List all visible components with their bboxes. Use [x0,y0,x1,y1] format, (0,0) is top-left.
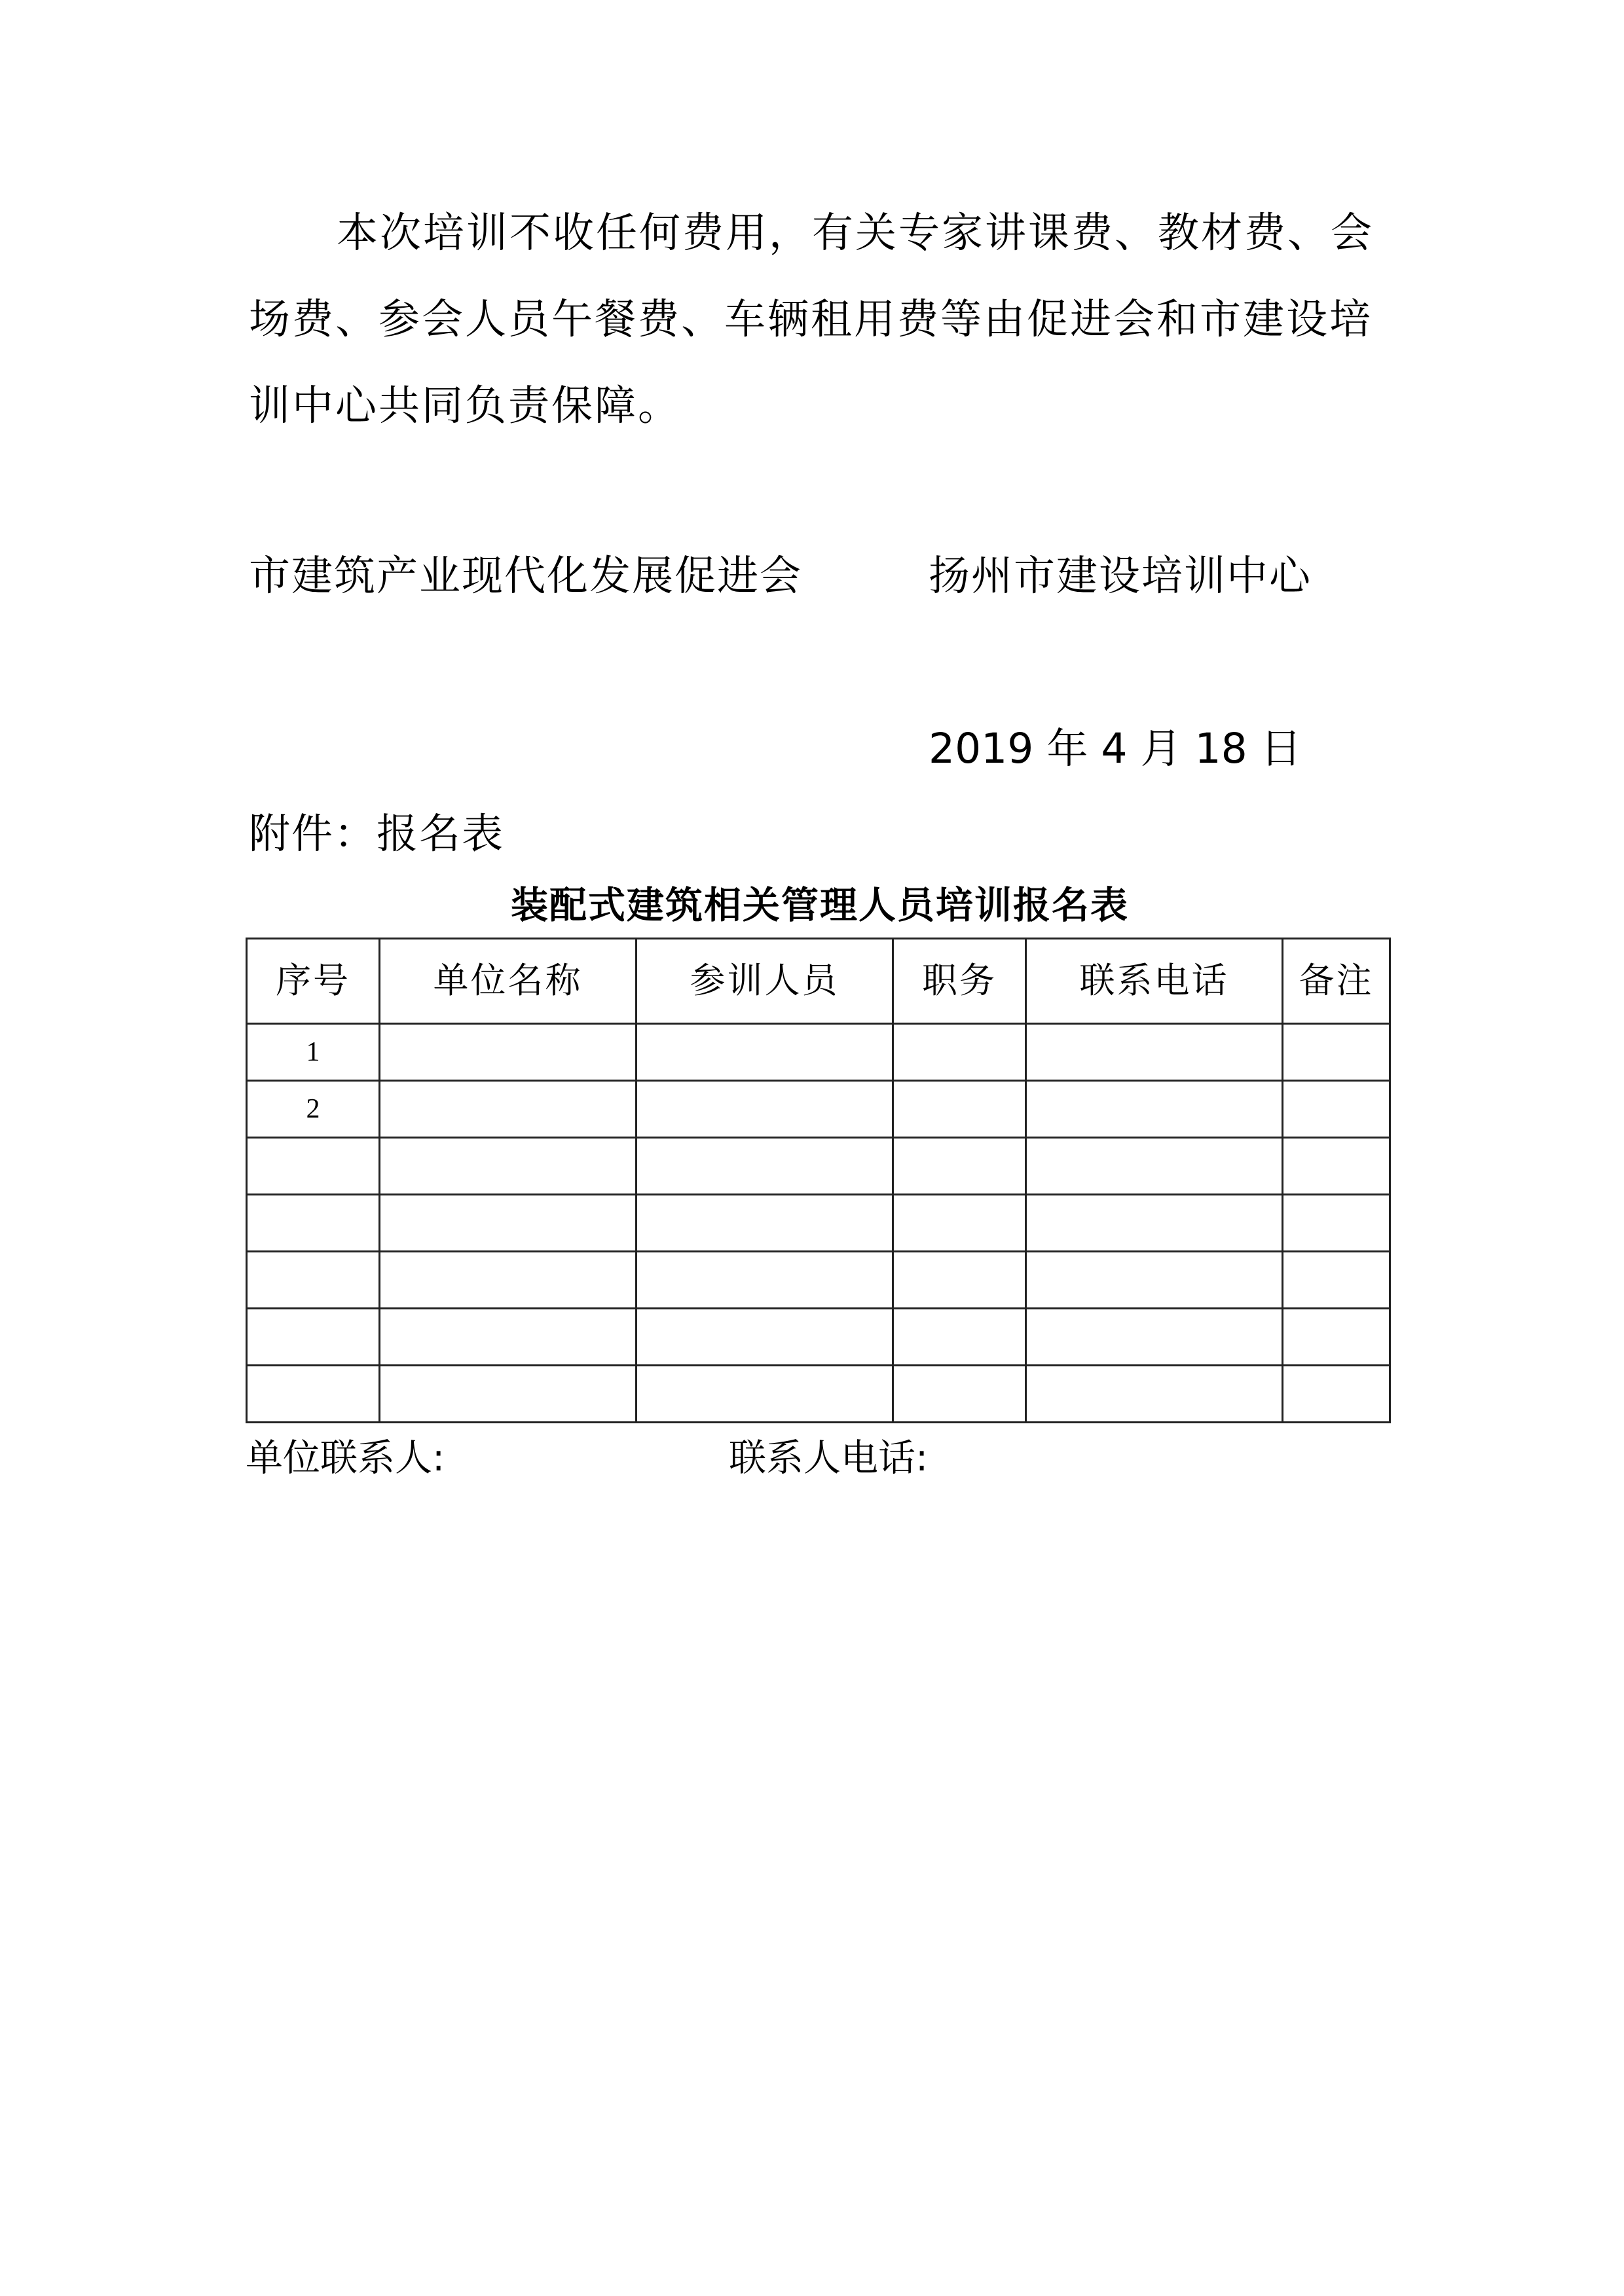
table-header-row [247,939,1390,1024]
table-cell-unit-name[interactable] [380,1366,637,1423]
table-cell-position[interactable] [893,1024,1026,1081]
table-cell-position[interactable] [893,1366,1026,1423]
table-cell-unit-name[interactable] [380,1195,637,1252]
attachment-label: 附件：报名表 [249,810,504,858]
table-cell-phone[interactable] [1026,1138,1283,1195]
table-cell-unit-name[interactable] [380,1252,637,1309]
table-cell-trainee[interactable] [637,1195,893,1252]
table-cell-phone[interactable] [1026,1252,1283,1309]
table-row [247,1024,1390,1081]
header-cell-trainee: 参训人员 [637,939,893,1024]
table-cell-index[interactable] [247,1138,380,1195]
table-cell-trainee[interactable] [637,1309,893,1366]
table-cell-remarks[interactable] [1283,1081,1390,1138]
table-cell-phone[interactable] [1026,1195,1283,1252]
table-cell-unit-name[interactable] [380,1024,637,1081]
table-cell-trainee[interactable] [637,1081,893,1138]
form-title: 装配式建筑相关管理人员培训报名表 [511,884,1129,927]
table-cell-remarks[interactable] [1283,1366,1390,1423]
table-cell-unit-name[interactable] [380,1081,637,1138]
notice-line-3: 训中心共同负责保障。 [249,382,681,429]
table-row [247,1366,1390,1423]
table-cell-trainee[interactable] [637,1024,893,1081]
table-cell-index[interactable]: 1 [247,1024,380,1081]
table-cell-remarks[interactable] [1283,1309,1390,1366]
table-cell-position[interactable] [893,1081,1026,1138]
header-cell-unit-name: 单位名称 [380,939,637,1024]
table-cell-index[interactable] [247,1366,380,1423]
notice-line-1: 本次培训不收任何费用，有关专家讲课费、教材费、会 [337,209,1374,257]
table-cell-phone[interactable] [1026,1081,1283,1138]
contact-phone-label: 联系人电话: [729,1436,929,1480]
table-cell-trainee[interactable] [637,1138,893,1195]
table-row [247,1309,1390,1366]
table-cell-unit-name[interactable] [380,1309,637,1366]
table-cell-remarks[interactable] [1283,1252,1390,1309]
table-cell-phone[interactable] [1026,1309,1283,1366]
table-cell-position[interactable] [893,1195,1026,1252]
table-row [247,1081,1390,1138]
table-cell-index[interactable] [247,1309,380,1366]
registration-table [246,938,1391,1423]
table-cell-index[interactable]: 2 [247,1081,380,1138]
table-cell-trainee[interactable] [637,1252,893,1309]
table-cell-remarks[interactable] [1283,1138,1390,1195]
table-cell-remarks[interactable] [1283,1195,1390,1252]
table-cell-index[interactable] [247,1195,380,1252]
header-cell-remarks: 备注 [1283,939,1390,1024]
notice-line-2: 场费、参会人员午餐费、车辆租用费等由促进会和市建设培 [249,295,1373,343]
table-cell-index[interactable] [247,1252,380,1309]
signature-org-left: 市建筑产业现代化发展促进会 [249,552,802,600]
table-row [247,1252,1390,1309]
table-cell-phone[interactable] [1026,1024,1283,1081]
contact-person-label: 单位联系人: [246,1436,445,1480]
table-cell-phone[interactable] [1026,1366,1283,1423]
table-cell-unit-name[interactable] [380,1138,637,1195]
signature-date: 2019 年 4 月 18 日 [929,725,1302,773]
table-cell-position[interactable] [893,1138,1026,1195]
table-row [247,1195,1390,1252]
table-cell-position[interactable] [893,1309,1026,1366]
header-cell-position: 职务 [893,939,1026,1024]
table-cell-position[interactable] [893,1252,1026,1309]
table-cell-remarks[interactable] [1283,1024,1390,1081]
table-cell-trainee[interactable] [637,1366,893,1423]
header-cell-index: 序号 [247,939,380,1024]
table-row [247,1138,1390,1195]
signature-org-right: 扬州市建设培训中心 [929,552,1312,600]
header-cell-phone: 联系电话 [1026,939,1283,1024]
